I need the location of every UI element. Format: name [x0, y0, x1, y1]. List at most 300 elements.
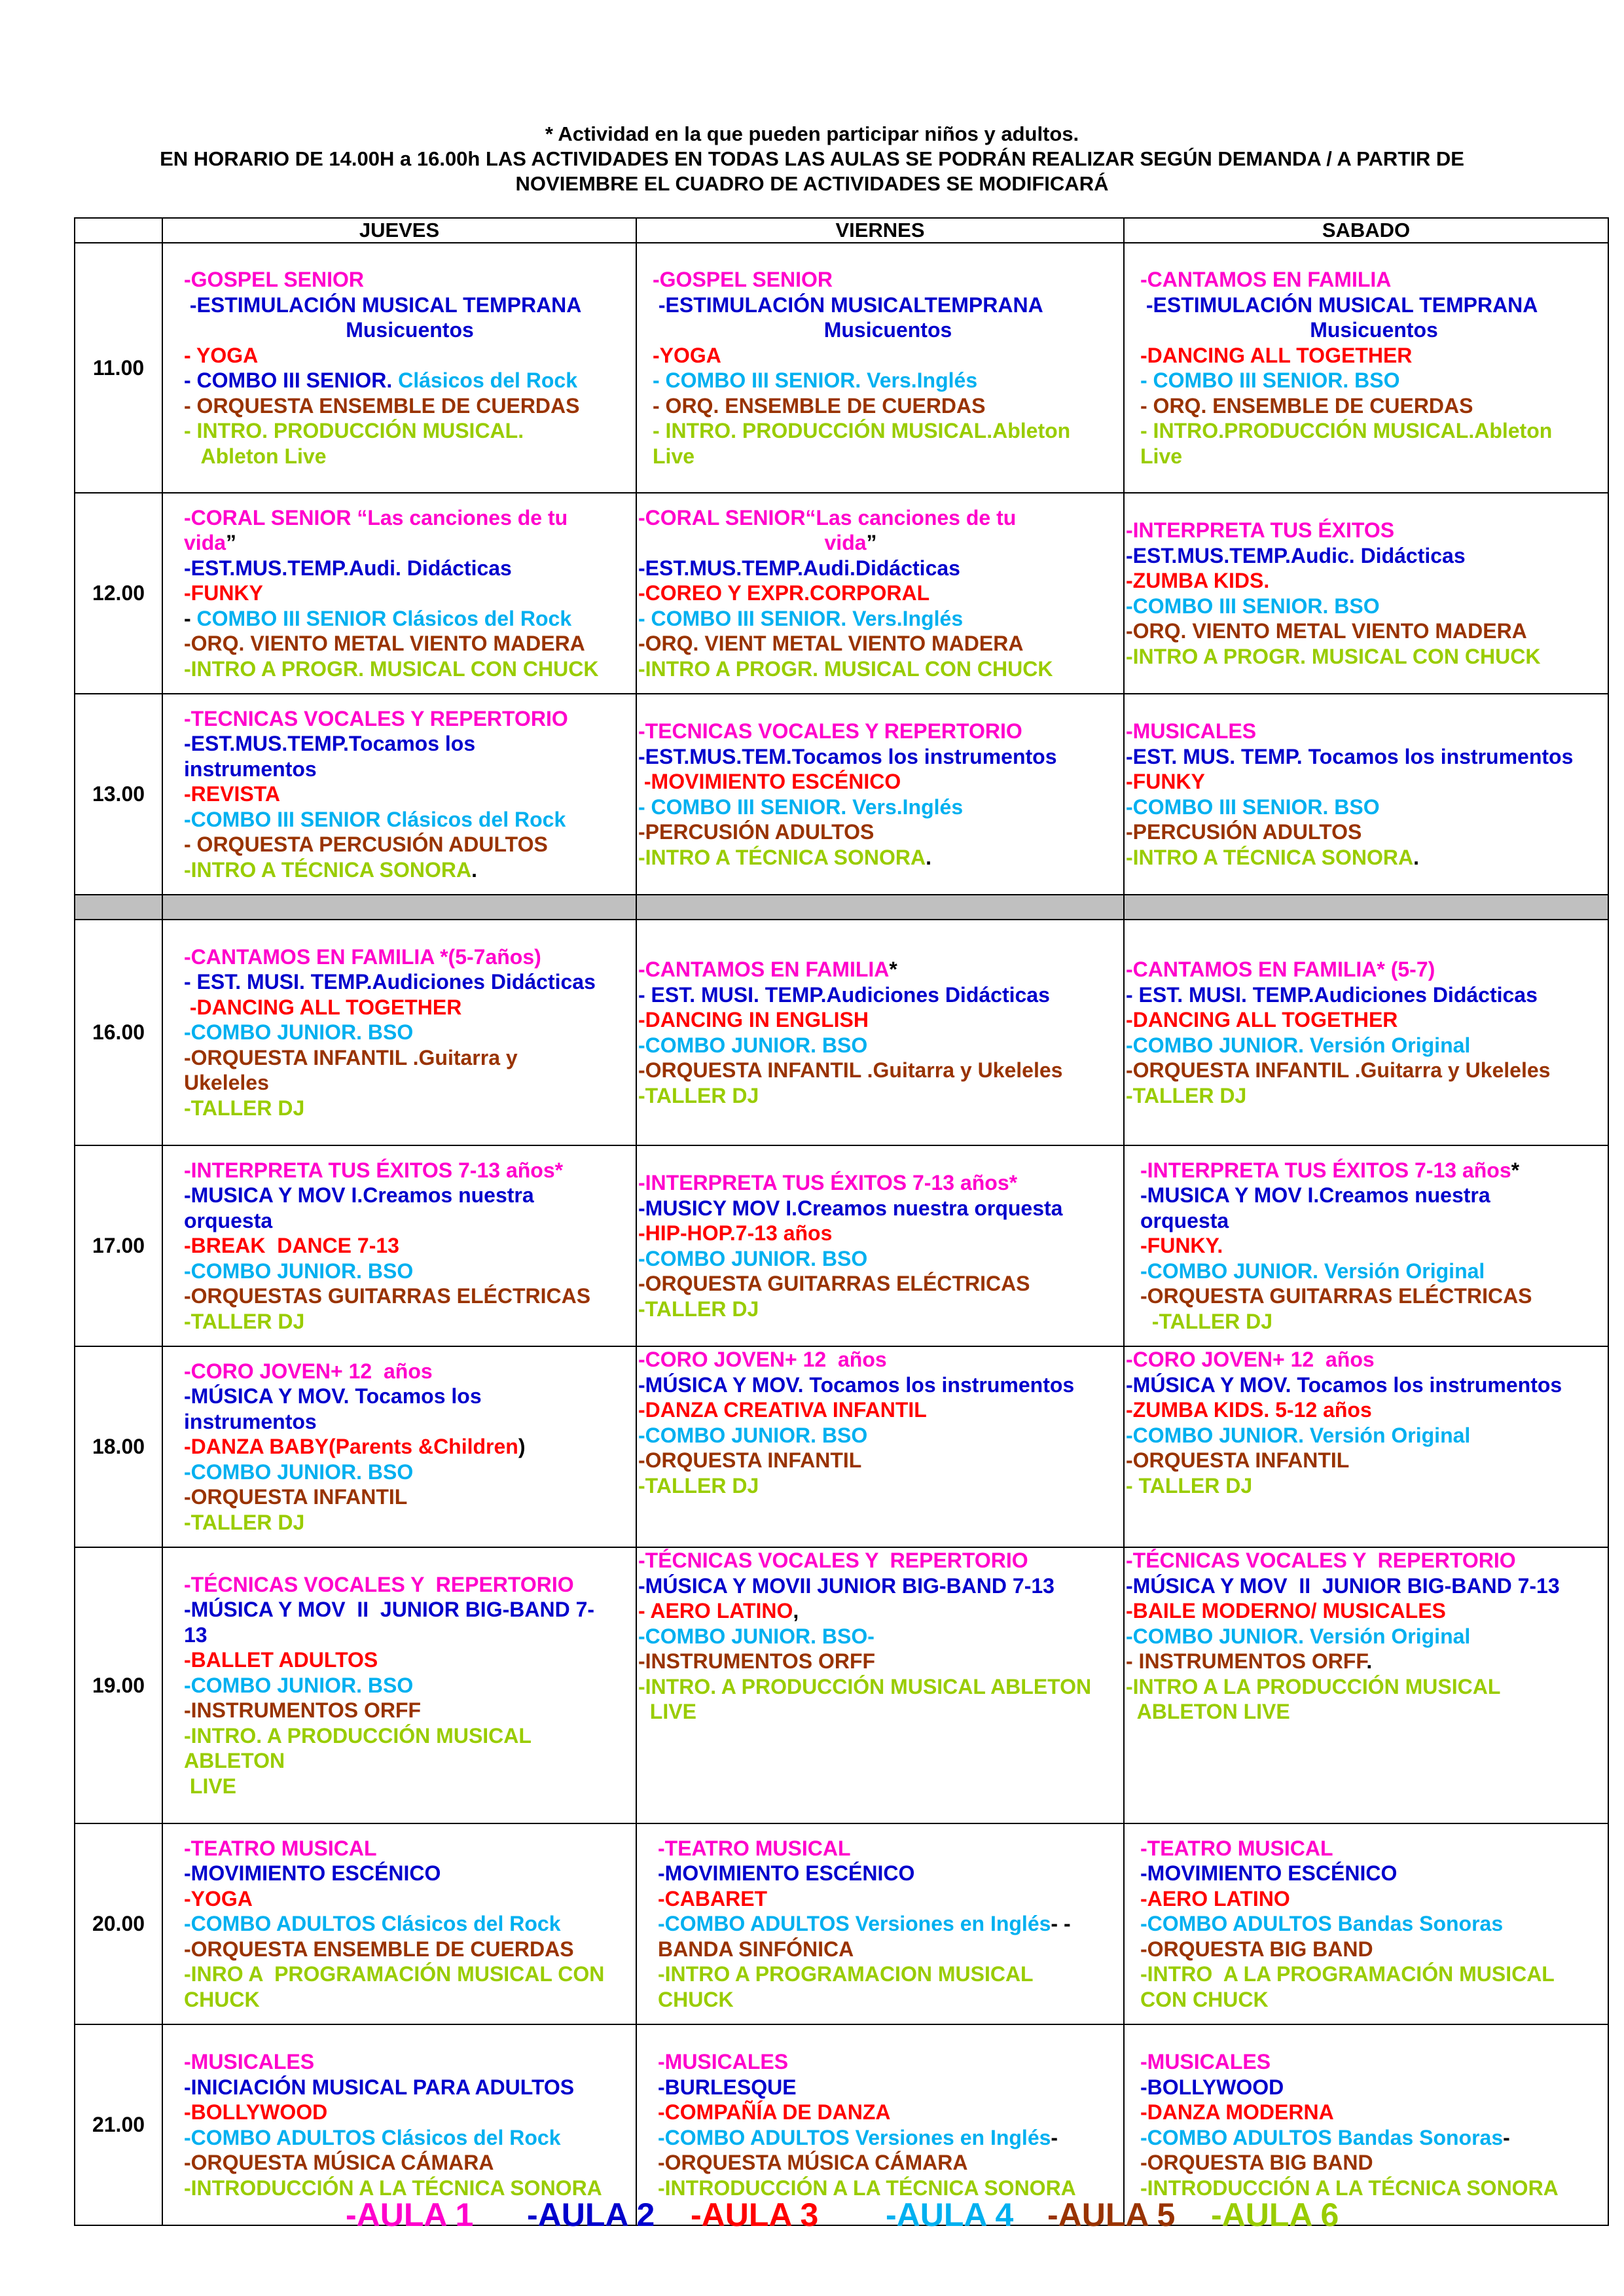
activity-line — [638, 1598, 1123, 1624]
activity-line — [184, 1836, 636, 1861]
activity-text: -ZUMBA KIDS. — [1126, 569, 1270, 592]
activity-text: -MÚSICA Y MOV. Tocamos los instrumentos — [638, 1372, 1075, 1397]
activity-text: -ORQUESTAS GUITARRAS ELÉCTRICAS — [184, 1284, 591, 1308]
activity-cell-jueves — [162, 1346, 636, 1547]
activity-text: -PERCUSIÓN ADULTOS — [638, 820, 875, 844]
activity-text: -COMBO III SENIOR Clásicos del Rock — [184, 807, 566, 831]
activity-text: LIVE — [184, 1774, 237, 1798]
activity-text: -MUSICALES — [1126, 719, 1257, 743]
activity-text: -FUNKY — [1126, 770, 1205, 793]
activity-line — [638, 1649, 1123, 1674]
activity-text: Live — [653, 444, 695, 468]
activity-line — [184, 1723, 636, 1749]
activity-text: . — [471, 857, 477, 882]
activity-text: - INTRO. PRODUCCIÓN MUSICAL. — [184, 419, 524, 442]
activity-line — [1140, 1158, 1608, 1183]
activity-text: -COMBO III SENIOR. BSO — [1126, 795, 1380, 819]
activity-line — [638, 957, 1123, 982]
activity-line — [184, 317, 636, 343]
activity-text: - INTRO. PRODUCCIÓN MUSICAL.Ableton — [653, 419, 1071, 442]
activity-cell-sabado — [1124, 694, 1608, 895]
activity-text: -ORQ. VIENTO METAL VIENTO MADERA — [184, 632, 585, 656]
time-slot-row — [75, 694, 1608, 895]
activity-text: -MOVIMIENTO ESCÉNICO — [638, 770, 901, 793]
activity-line — [1140, 1233, 1608, 1259]
page-header — [65, 122, 1559, 196]
header-notice-line1: EN HORARIO DE 14.00H a 16.00h LAS ACTIVIDADES EN TODAS LAS AULAS SE PODRÁN REALIZAR SEGÚN DEMANDA / A PARTIR DE — [160, 147, 1464, 170]
activity-text: -COMBO JUNIOR. Versión Original — [1140, 1259, 1485, 1283]
activity-line — [1140, 343, 1608, 368]
activity-line — [184, 1861, 636, 1886]
activity-text: -EST.MUS.TEMP.Tocamos los — [184, 732, 476, 756]
activity-text: ABLETON — [184, 1749, 285, 1773]
activity-text: -GOSPEL SENIOR — [184, 268, 365, 291]
activity-text: -TALLER DJ — [184, 1510, 305, 1534]
activity-line — [1126, 744, 1608, 770]
activity-line — [1126, 1699, 1608, 1725]
activity-line — [184, 444, 636, 469]
activity-line — [184, 1208, 636, 1234]
activity-text: - TALLER DJ — [1126, 1473, 1253, 1498]
activity-line — [1140, 393, 1608, 419]
day-header-jueves: JUEVES — [162, 218, 636, 243]
activity-line — [658, 2075, 1123, 2100]
activity-line — [638, 1573, 1123, 1599]
activity-text: -ORQ. VIENT METAL VIENTO MADERA — [638, 632, 1024, 656]
activity-text: - EST. MUSI. TEMP.Audiciones Didácticas — [638, 982, 1050, 1007]
activity-text: -MOVIMIENTO ESCÉNICO — [658, 1861, 915, 1886]
activity-text: - — [1503, 2125, 1510, 2149]
activity-line — [1126, 957, 1608, 982]
activity-line — [1126, 1624, 1608, 1649]
activity-text: -TEATRO MUSICAL — [184, 1836, 377, 1860]
activity-text: - COMBO III SENIOR. — [184, 368, 399, 392]
activity-line — [638, 1372, 1123, 1398]
activity-text: -ORQUESTA GUITARRAS ELÉCTRICAS — [1140, 1284, 1532, 1308]
activity-text: -INTRO. A PRODUCCIÓN MUSICAL ABLETON — [638, 1674, 1092, 1698]
activity-cell-viernes — [636, 2024, 1124, 2225]
activity-text: -CANTAMOS EN FAMILIA *(5-7años) — [184, 944, 541, 969]
activity-line — [184, 1045, 636, 1071]
activity-text: - ORQUESTA PERCUSIÓN ADULTOS — [184, 833, 548, 857]
activity-text: -HIP-HOP.7-13 años — [638, 1221, 833, 1245]
activity-line — [184, 343, 636, 368]
activity-text: Musicuentos — [1310, 318, 1438, 342]
activity-line — [658, 2150, 1123, 2176]
activity-text: ” — [226, 531, 237, 555]
activity-text: Ableton Live — [184, 444, 327, 468]
activity-text: -CORO JOVEN+ 12 años — [184, 1359, 433, 1383]
activity-cell-viernes — [636, 694, 1124, 895]
activity-line — [638, 819, 1123, 845]
activity-text: -ORQ. VIENTO METAL VIENTO MADERA — [1126, 619, 1527, 643]
activity-line — [184, 757, 636, 782]
activity-cell-sabado — [1124, 1547, 1608, 1823]
activity-text: -INTRO. A PRODUCCIÓN MUSICAL — [184, 1723, 532, 1748]
activity-text: Live — [1140, 444, 1183, 468]
activity-line — [638, 769, 1123, 795]
activity-text: ) — [518, 1435, 526, 1459]
activity-line — [1140, 1183, 1608, 1208]
activity-text: -TALLER DJ — [638, 1083, 759, 1107]
activity-line — [638, 1624, 1123, 1649]
activity-line — [1126, 1448, 1608, 1473]
activity-text: -REVISTA — [184, 782, 280, 806]
activity-line — [1126, 1372, 1608, 1398]
activity-line — [658, 2100, 1123, 2125]
activity-line — [184, 781, 636, 807]
activity-line — [184, 530, 636, 556]
activity-text: -INTERPRETA TUS ÉXITOS 7-13 años* — [638, 1171, 1018, 1194]
activity-text: -INTRO A LA PRODUCCIÓN MUSICAL — [1126, 1674, 1501, 1698]
activity-line — [184, 731, 636, 757]
activity-text: -COMPAÑÍA DE DANZA — [658, 2100, 891, 2124]
activity-text: -YOGA — [653, 343, 721, 367]
activity-line — [184, 1987, 636, 2013]
activity-line — [638, 1297, 1123, 1322]
activity-line — [653, 368, 1123, 393]
activity-text: -COMBO JUNIOR. BSO — [184, 1673, 414, 1697]
activity-line — [184, 293, 636, 318]
activity-line — [184, 1748, 636, 1774]
activity-text: -COMBO III SENIOR. BSO — [1126, 594, 1380, 618]
activity-line — [638, 1473, 1123, 1499]
activity-line — [184, 1283, 636, 1309]
activity-line — [184, 368, 636, 393]
activity-text: -INTERPRETA TUS ÉXITOS 7-13 años* — [184, 1158, 564, 1182]
activity-line — [184, 1673, 636, 1698]
activity-text: -INTRO A LA PROGRAMACIÓN MUSICAL — [1140, 1962, 1555, 1986]
activity-line — [1140, 1886, 1608, 1912]
legend-aula-2: -AULA 2 — [527, 2197, 655, 2233]
activity-text: -ORQUESTA INFANTIL .Guitarra y Ukeleles — [1126, 1058, 1551, 1082]
activity-text: -YOGA — [184, 1886, 253, 1910]
activity-text: -COMBO ADULTOS Versiones en Inglés — [658, 2125, 1051, 2149]
activity-text: -COMBO JUNIOR. BSO — [638, 1033, 868, 1057]
activity-text: -MUSICALES — [658, 2050, 789, 2073]
activity-text: orquesta — [1140, 1208, 1229, 1232]
activity-text: -COMBO JUNIOR. BSO — [184, 1460, 414, 1484]
activity-line — [1126, 1347, 1608, 1372]
activity-text: -COREO Y EXPR.CORPORAL — [638, 581, 930, 605]
activity-cell-jueves — [162, 2024, 636, 2225]
activity-text: . — [1413, 845, 1419, 869]
activity-line — [184, 1158, 636, 1183]
activity-text: -TECNICAS VOCALES Y REPERTORIO — [638, 719, 1022, 743]
activity-line — [658, 1886, 1123, 1912]
activity-text: -CANTAMOS EN FAMILIA* (5-7) — [1126, 958, 1435, 981]
activity-line — [638, 631, 1123, 656]
time-slot-row — [75, 1145, 1608, 1346]
activity-text: -ORQUESTA INFANTIL .Guitarra y — [184, 1045, 518, 1069]
activity-line — [1140, 317, 1608, 343]
time-slot-row — [75, 493, 1608, 694]
activity-line — [1126, 1674, 1608, 1700]
activity-line — [184, 2100, 636, 2125]
activity-line — [184, 1309, 636, 1335]
activity-line — [1140, 1937, 1608, 1962]
activity-text: -ORQUESTA GUITARRAS ELÉCTRICAS — [638, 1272, 1030, 1295]
activity-line — [1140, 1836, 1608, 1861]
activity-text: -CORAL SENIOR“Las canciones de tu — [638, 505, 1017, 529]
activity-line — [638, 1221, 1123, 1246]
activity-line — [1126, 769, 1608, 795]
activity-line — [184, 944, 636, 970]
activity-text: -TÉCNICAS VOCALES Y REPERTORIO — [1126, 1549, 1516, 1572]
schedule-header-row — [75, 218, 1608, 243]
activity-text: Tocamos los instrumentos — [1308, 744, 1574, 768]
activity-line — [184, 1572, 636, 1598]
activity-cell-sabado — [1124, 243, 1608, 493]
activity-text: CHUCK — [184, 1987, 260, 2011]
activity-text: -MÚSICA Y MOV II JUNIOR BIG-BAND 7- — [184, 1598, 595, 1622]
activity-text: - EST. MUSI. TEMP.Audiciones Didácticas — [184, 970, 596, 994]
activity-line — [1126, 845, 1608, 870]
legend-aula-1: -AULA 1 — [346, 2197, 474, 2233]
activity-line — [658, 1987, 1123, 2013]
activity-line — [1140, 2049, 1608, 2075]
activity-text: -ORQUESTA INFANTIL .Guitarra y Ukeleles — [638, 1058, 1063, 1082]
activity-text: * — [1511, 1158, 1520, 1182]
activity-line — [1140, 2075, 1608, 2100]
activity-line — [1140, 2125, 1608, 2151]
day-header-viernes: VIERNES — [636, 218, 1124, 243]
activity-text: -AERO LATINO — [1140, 1886, 1290, 1910]
activity-text: -ESTIMULACIÓN MUSICAL TEMPRANA — [184, 293, 582, 317]
activity-line — [1126, 1033, 1608, 1058]
activity-text: -COMBO JUNIOR. BSO — [184, 1020, 414, 1045]
header-note: * Actividad en la que pueden participar niños y adultos. — [545, 122, 1079, 145]
activity-line — [184, 1510, 636, 1535]
schedule-table — [74, 217, 1609, 2226]
activity-text: vida — [638, 531, 867, 555]
activity-line — [653, 393, 1123, 419]
activity-line — [184, 1259, 636, 1284]
activity-line — [1140, 1861, 1608, 1886]
activity-cell-viernes — [636, 1547, 1124, 1823]
time-slot-row — [75, 243, 1608, 493]
activity-cell-viernes — [636, 1145, 1124, 1346]
activity-line — [1126, 594, 1608, 619]
activity-line — [638, 1083, 1123, 1109]
time-slot-label: 13.00 — [75, 694, 162, 895]
activity-line — [184, 418, 636, 444]
activity-line — [184, 706, 636, 732]
activity-line — [653, 418, 1123, 444]
activity-line — [184, 1911, 636, 1937]
activity-text: -TECNICAS VOCALES Y REPERTORIO — [184, 706, 568, 730]
activity-line — [653, 444, 1123, 469]
activity-cell-jueves — [162, 1145, 636, 1346]
time-slot-row — [75, 2024, 1608, 2225]
activity-line — [184, 832, 636, 857]
activity-text: -BALLET ADULTOS — [184, 1648, 378, 1672]
time-slot-row — [75, 1547, 1608, 1823]
activity-text: -ZUMBA KIDS. 5-12 años — [1126, 1398, 1372, 1422]
activity-text: -CANTAMOS EN FAMILIA — [638, 958, 890, 981]
activity-line — [1140, 1208, 1608, 1234]
activity-text: -EST.MUS.TEMP.Audi. Didácticas — [184, 556, 512, 580]
activity-text: - COMBO III SENIOR. Vers.Inglés — [638, 606, 964, 630]
activity-cell-viernes — [636, 243, 1124, 493]
activity-line — [184, 1096, 636, 1121]
activity-line — [184, 807, 636, 833]
activity-text: -COMBO JUNIOR. BSO- — [638, 1624, 875, 1648]
activity-line — [184, 1070, 636, 1096]
activity-line — [653, 267, 1123, 293]
activity-line — [184, 1460, 636, 1485]
activity-line — [1126, 619, 1608, 644]
activity-line — [653, 293, 1123, 318]
activity-line — [1126, 1548, 1608, 1573]
activity-text: -DANZA CREATIVA INFANTIL — [638, 1398, 927, 1422]
activity-text: -MOVIMIENTO ESCÉNICO — [184, 1861, 441, 1886]
activity-line — [638, 1548, 1123, 1573]
activity-text: -INTRODUCCIÓN A LA TÉCNICA SONORA — [184, 2176, 602, 2200]
activity-line — [638, 1674, 1123, 1700]
activity-text: -COMBO ADULTOS Bandas Sonoras — [1140, 1912, 1504, 1936]
activity-line — [1140, 1283, 1608, 1309]
activity-line — [638, 1170, 1123, 1196]
activity-line — [1140, 267, 1608, 293]
activity-cell-sabado — [1124, 493, 1608, 694]
activity-line — [184, 857, 636, 883]
activity-line — [638, 556, 1123, 581]
activity-line — [1140, 293, 1608, 318]
time-slot-label: 11.00 — [75, 243, 162, 493]
activity-line — [184, 267, 636, 293]
activity-text: * — [889, 958, 897, 981]
time-slot-label: 16.00 — [75, 920, 162, 1145]
activity-text: CON CHUCK — [1140, 1987, 1269, 2011]
activity-line — [658, 1861, 1123, 1886]
legend-aula-4: -AULA 4 — [886, 2197, 1014, 2233]
activity-text: -ORQUESTA INFANTIL — [638, 1448, 862, 1472]
activity-text: -BURLESQUE — [658, 2075, 797, 2099]
activity-text: -MUSICA Y MOV I.Creamos nuestra — [1140, 1183, 1490, 1208]
activity-text: -MUSICY MOV I.Creamos nuestra orquesta — [638, 1196, 1063, 1220]
activity-text: -TALLER DJ — [1126, 1083, 1247, 1107]
activity-cell-sabado — [1124, 1823, 1608, 2024]
activity-line — [638, 1033, 1123, 1058]
activity-line — [184, 1183, 636, 1208]
activity-text: . — [1366, 1649, 1373, 1673]
activity-line — [658, 2049, 1123, 2075]
activity-text: - ORQ. ENSEMBLE DE CUERDAS — [1140, 393, 1473, 418]
activity-cell-jueves — [162, 1547, 636, 1823]
activity-line — [184, 1962, 636, 1987]
activity-line — [184, 2125, 636, 2151]
activity-text: -TALLER DJ — [638, 1297, 759, 1321]
activity-cell-viernes — [636, 1346, 1124, 1547]
activity-line — [1126, 543, 1608, 569]
time-slot-row — [75, 1346, 1608, 1547]
activity-text: LIVE — [638, 1700, 696, 1723]
activity-line — [638, 1007, 1123, 1033]
activity-text: -DANCING IN ENGLISH — [638, 1008, 869, 1031]
activity-text: -MOVIMIENTO ESCÉNICO — [1140, 1861, 1398, 1886]
activity-text: -ORQUESTA BIG BAND — [1140, 1937, 1373, 1961]
activity-line — [184, 1698, 636, 1723]
activity-text: -GOSPEL SENIOR — [653, 268, 833, 291]
activity-text: -ESTIMULACIÓN MUSICALTEMPRANA — [653, 293, 1043, 317]
activity-text: -ORQUESTA ENSEMBLE DE CUERDAS — [184, 1937, 574, 1961]
activity-line — [184, 393, 636, 419]
activity-line — [638, 1058, 1123, 1083]
activity-text: -INTRO A TÉCNICA SONORA — [1126, 845, 1414, 869]
activity-line — [1126, 1649, 1608, 1674]
activity-cell-jueves — [162, 493, 636, 694]
activity-text: -MÚSICA Y MOVII JUNIOR BIG-BAND 7-13 — [638, 1573, 1055, 1598]
activity-line — [1126, 568, 1608, 594]
activity-line — [184, 1774, 636, 1799]
activity-text: -INTRODUCCIÓN A LA TÉCNICA SONORA — [1140, 2176, 1559, 2200]
activity-line — [184, 1409, 636, 1435]
activity-text: -MUSICALES — [1140, 2050, 1271, 2073]
activity-text: -COMBO JUNIOR. BSO — [184, 1259, 414, 1283]
activity-line — [638, 795, 1123, 820]
activity-line — [638, 1196, 1123, 1221]
activity-text: - COMBO III SENIOR. Vers.Inglés — [653, 368, 978, 392]
activity-text: -INTRO A PROGR. MUSICAL CON CHUCK — [184, 656, 599, 681]
activity-line — [638, 1448, 1123, 1473]
activity-line — [184, 1233, 636, 1259]
activity-text: -MÚSICA Y MOV. Tocamos los — [184, 1384, 482, 1408]
activity-text: -INICIACIÓN MUSICAL PARA ADULTOS — [184, 2075, 575, 2099]
activity-text: -INTRO A PROGRAMACION MUSICAL — [658, 1962, 1034, 1986]
activity-text: Musicuentos — [823, 318, 952, 342]
activity-text: - ORQ. ENSEMBLE DE CUERDAS — [653, 393, 986, 418]
break-cell — [636, 895, 1124, 920]
activity-cell-sabado — [1124, 2024, 1608, 2225]
activity-line — [1126, 1007, 1608, 1033]
activity-line — [1140, 1259, 1608, 1284]
activity-line — [638, 1423, 1123, 1448]
activity-line — [658, 2125, 1123, 2151]
activity-text: -INTERPRETA TUS ÉXITOS 7-13 años — [1140, 1158, 1511, 1182]
activity-text: -DANZA MODERNA — [1140, 2100, 1334, 2124]
activity-line — [184, 1384, 636, 1409]
activity-line — [184, 1434, 636, 1460]
activity-line — [1140, 2150, 1608, 2176]
activity-text: -ORQUESTA BIG BAND — [1140, 2151, 1373, 2174]
corner-cell — [75, 218, 162, 243]
activity-line — [184, 995, 636, 1020]
activity-text: -BREAK DANCE 7-13 — [184, 1234, 399, 1258]
activity-text: orquesta — [184, 1208, 273, 1232]
activity-cell-viernes — [636, 920, 1124, 1145]
activity-cell-sabado — [1124, 920, 1608, 1145]
activity-text: -TALLER DJ — [184, 1309, 305, 1333]
activity-text: ABLETON LIVE — [1126, 1700, 1290, 1723]
activity-text: -CANTAMOS EN FAMILIA — [1140, 268, 1392, 291]
time-slot-label: 18.00 — [75, 1346, 162, 1547]
activity-cell-jueves — [162, 694, 636, 895]
activity-line — [1140, 1309, 1608, 1335]
activity-text: -ORQUESTA INFANTIL — [184, 1485, 408, 1509]
activity-line — [184, 556, 636, 581]
activity-text: -INTRO A TÉCNICA SONORA — [638, 845, 926, 869]
activity-text: -PERCUSIÓN ADULTOS — [1126, 820, 1362, 844]
activity-text: - COMBO III SENIOR. BSO — [1140, 368, 1400, 392]
activity-line — [184, 1597, 636, 1623]
activity-text: -EST.MUS.TEMP.Audi.Didácticas — [638, 556, 960, 580]
activity-text: -INTRODUCCIÓN A LA TÉCNICA SONORA — [658, 2176, 1076, 2200]
activity-text: -EST.MUS.TEM.Tocamos los instrumentos — [638, 744, 1057, 768]
activity-text: -TALLER DJ — [638, 1473, 759, 1498]
activity-line — [1126, 1423, 1608, 1448]
activity-cell-jueves — [162, 1823, 636, 2024]
